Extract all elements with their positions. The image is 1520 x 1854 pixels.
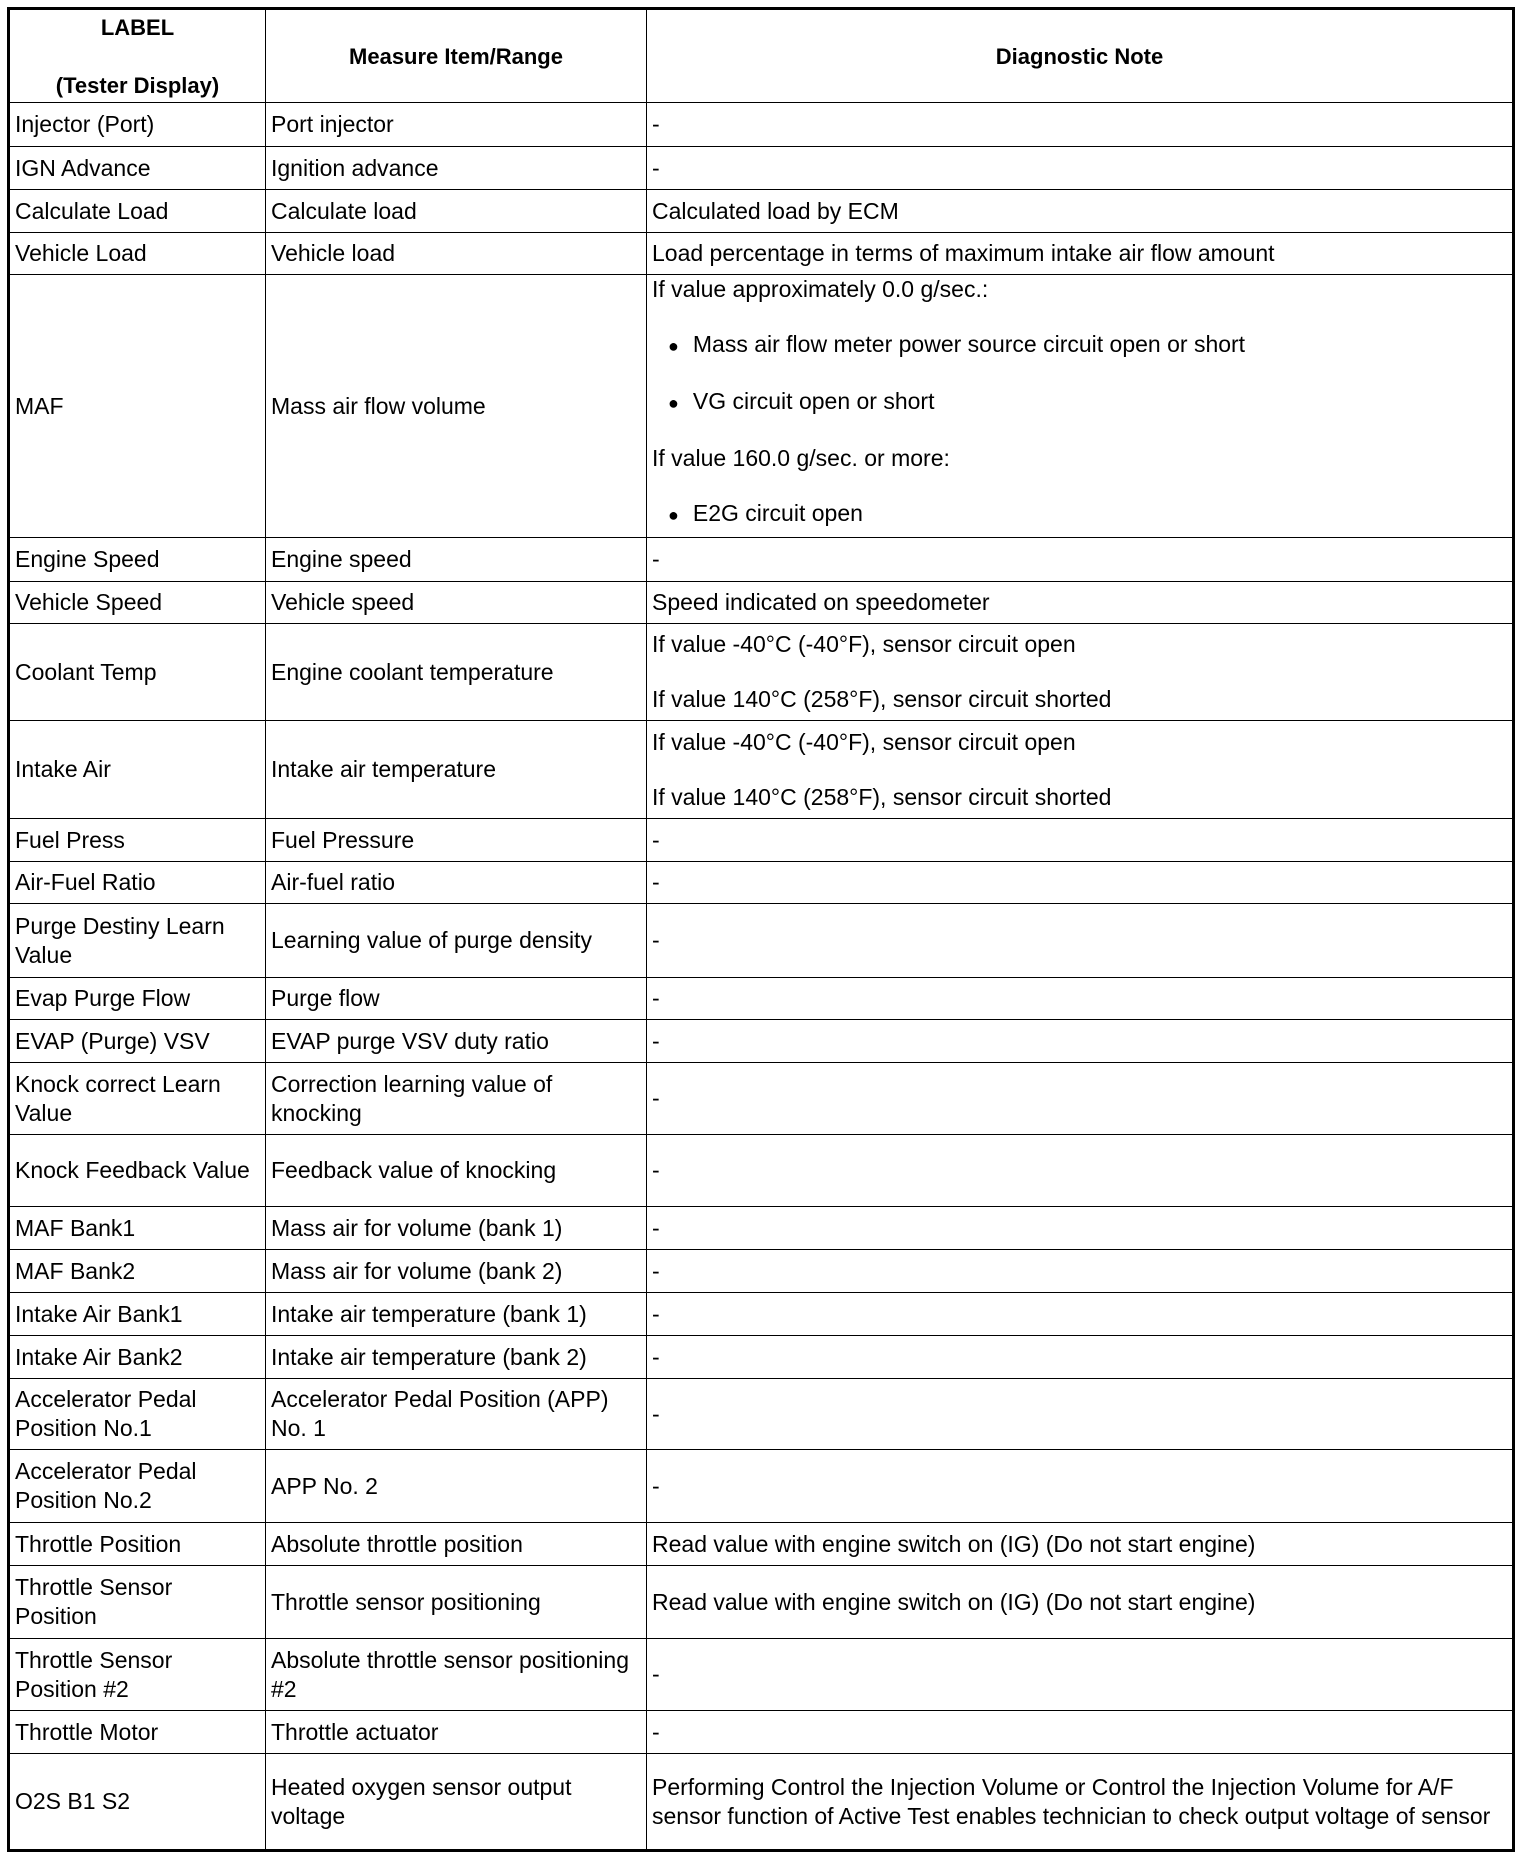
note-line: -: [652, 826, 660, 853]
row-note: [647, 1379, 1514, 1450]
row-label: Throttle Motor: [9, 1711, 266, 1754]
row-measure: APP No. 2: [266, 1450, 647, 1523]
row-label: Knock Feedback Value: [9, 1135, 266, 1207]
row-label: Fuel Press: [9, 819, 266, 862]
row-measure: Accelerator Pedal Position (APP) No. 1: [266, 1379, 647, 1450]
row-measure: Feedback value of knocking: [266, 1135, 647, 1207]
note-line: -: [652, 1027, 660, 1054]
row-measure: Purge flow: [266, 978, 647, 1020]
row-measure: Throttle sensor positioning: [266, 1566, 647, 1639]
table-row: [9, 721, 1514, 819]
row-measure: Intake air temperature: [266, 721, 647, 819]
note-line: -: [652, 154, 660, 181]
table-row: [9, 1135, 1514, 1207]
row-label: MAF: [9, 275, 266, 538]
note-line: If value -40°C (-40°F), sensor circuit open: [652, 631, 1076, 657]
row-label: Accelerator Pedal Position No.2: [9, 1450, 266, 1523]
row-note: [647, 904, 1514, 978]
note-line: Read value with engine switch on (IG) (Do not start engine): [652, 1588, 1256, 1615]
row-label: Calculate Load: [9, 190, 266, 233]
table-row: [9, 190, 1514, 233]
table-row: [9, 233, 1514, 275]
row-note: [647, 624, 1514, 721]
row-note: [647, 1293, 1514, 1336]
row-label: MAF Bank1: [9, 1207, 266, 1250]
note-line: -: [652, 1257, 660, 1284]
note-line: -: [652, 1300, 660, 1327]
row-measure: EVAP purge VSV duty ratio: [266, 1020, 647, 1063]
table-row: [9, 624, 1514, 721]
data-list-table: [7, 7, 1515, 1852]
note-line: Speed indicated on speedometer: [652, 589, 990, 615]
table-row: [9, 103, 1514, 147]
row-measure: Vehicle load: [266, 233, 647, 275]
table-row: [9, 978, 1514, 1020]
note-line: -: [652, 869, 660, 895]
row-measure: Intake air temperature (bank 1): [266, 1293, 647, 1336]
note-line: -: [652, 1343, 660, 1370]
row-measure: Learning value of purge density: [266, 904, 647, 978]
note-line: If value 140°C (258°F), sensor circuit shorted: [652, 783, 1112, 810]
row-label: Injector (Port): [9, 103, 266, 147]
row-note: [647, 147, 1514, 190]
row-label: Intake Air: [9, 721, 266, 819]
row-label: Knock correct Learn Value: [9, 1063, 266, 1135]
row-measure: Mass air for volume (bank 2): [266, 1250, 647, 1293]
row-measure: Engine coolant temperature: [266, 624, 647, 721]
row-note: [647, 819, 1514, 862]
row-note: [647, 1566, 1514, 1639]
note-line: If value -40°C (-40°F), sensor circuit open: [652, 728, 1076, 755]
table-row: [9, 1293, 1514, 1336]
row-label: Throttle Position: [9, 1523, 266, 1566]
table-row: [9, 1711, 1514, 1754]
row-measure: Fuel Pressure: [266, 819, 647, 862]
note-line: ● E2G circuit open: [652, 499, 1507, 530]
table-row: [9, 582, 1514, 624]
note-line: ● VG circuit open or short: [652, 387, 1507, 418]
row-measure: Mass air flow volume: [266, 275, 647, 538]
note-line: -: [652, 1157, 660, 1183]
table-row: [9, 1566, 1514, 1639]
header-note: Diagnostic Note: [647, 9, 1514, 103]
row-measure: Absolute throttle position: [266, 1523, 647, 1566]
row-note: [647, 103, 1514, 147]
row-measure: Vehicle speed: [266, 582, 647, 624]
row-measure: Correction learning value of knocking: [266, 1063, 647, 1135]
note-line: -: [652, 546, 660, 572]
row-measure: Intake air temperature (bank 2): [266, 1336, 647, 1379]
note-line: If value 140°C (258°F), sensor circuit shorted: [652, 686, 1112, 712]
row-note: [647, 1020, 1514, 1063]
row-label: Accelerator Pedal Position No.1: [9, 1379, 266, 1450]
table-row: [9, 275, 1514, 538]
table-row: [9, 1063, 1514, 1135]
note-line: -: [652, 111, 660, 137]
row-label: Intake Air Bank1: [9, 1293, 266, 1336]
header-label-line2: (Tester Display): [55, 72, 220, 98]
note-line: -: [652, 927, 660, 953]
row-measure: Port injector: [266, 103, 647, 147]
row-note: [647, 1063, 1514, 1135]
note-line: -: [652, 1400, 660, 1427]
row-note: [647, 978, 1514, 1020]
note-line: -: [652, 1472, 660, 1499]
row-note: [647, 1135, 1514, 1207]
table-row: [9, 862, 1514, 904]
row-measure: Ignition advance: [266, 147, 647, 190]
row-note: [647, 1754, 1514, 1851]
table-row: [9, 147, 1514, 190]
note-line: -: [652, 985, 660, 1011]
table-row: [9, 904, 1514, 978]
row-measure: Throttle actuator: [266, 1711, 647, 1754]
table-row: [9, 819, 1514, 862]
row-label: MAF Bank2: [9, 1250, 266, 1293]
row-label: Purge Destiny Learn Value: [9, 904, 266, 978]
row-label: EVAP (Purge) VSV: [9, 1020, 266, 1063]
row-label: IGN Advance: [9, 147, 266, 190]
header-label-line1: LABEL: [100, 14, 175, 40]
note-line: Read value with engine switch on (IG) (Do not start engine): [652, 1530, 1256, 1557]
row-note: [647, 862, 1514, 904]
table-row: [9, 1639, 1514, 1711]
header-measure: Measure Item/Range: [266, 9, 647, 103]
row-label: Coolant Temp: [9, 624, 266, 721]
table-row: [9, 1336, 1514, 1379]
row-note: [647, 1450, 1514, 1523]
row-measure: Mass air for volume (bank 1): [266, 1207, 647, 1250]
note-line: If value 160.0 g/sec. or more:: [652, 445, 950, 471]
row-note: [647, 538, 1514, 582]
row-note: [647, 233, 1514, 275]
table-row: [9, 538, 1514, 582]
row-note: [647, 1523, 1514, 1566]
row-label: Vehicle Speed: [9, 582, 266, 624]
note-line: -: [652, 1085, 660, 1111]
row-label: Air-Fuel Ratio: [9, 862, 266, 904]
row-measure: Heated oxygen sensor output voltage: [266, 1754, 647, 1851]
table-row: [9, 1523, 1514, 1566]
row-measure: Air-fuel ratio: [266, 862, 647, 904]
row-measure: Engine speed: [266, 538, 647, 582]
note-line: -: [652, 1661, 660, 1687]
table-row: [9, 1754, 1514, 1851]
row-label: Throttle Sensor Position #2: [9, 1639, 266, 1711]
header-row: [9, 9, 1514, 103]
row-note: [647, 1250, 1514, 1293]
row-note: [647, 1711, 1514, 1754]
row-measure: Absolute throttle sensor positioning #2: [266, 1639, 647, 1711]
header-label: [9, 9, 266, 103]
row-note: [647, 721, 1514, 819]
row-note: [647, 190, 1514, 233]
row-note: [647, 1207, 1514, 1250]
row-note: [647, 1336, 1514, 1379]
row-label: Vehicle Load: [9, 233, 266, 275]
row-note: [647, 1639, 1514, 1711]
table-row: [9, 1020, 1514, 1063]
row-note: [647, 582, 1514, 624]
note-line: -: [652, 1718, 660, 1745]
note-line: If value approximately 0.0 g/sec.:: [652, 276, 989, 302]
note-line: Performing Control the Injection Volume or Control the Injection Volume for A/F sensor function of Active Test enables technician to check output voltage of sensor: [652, 1773, 1491, 1829]
row-label: Evap Purge Flow: [9, 978, 266, 1020]
row-label: O2S B1 S2: [9, 1754, 266, 1851]
table-row: [9, 1250, 1514, 1293]
table-row: [9, 1450, 1514, 1523]
row-label: Intake Air Bank2: [9, 1336, 266, 1379]
row-label: Engine Speed: [9, 538, 266, 582]
note-line: ● Mass air flow meter power source circuit open or short: [652, 330, 1507, 361]
row-label: Throttle Sensor Position: [9, 1566, 266, 1639]
note-line: Calculated load by ECM: [652, 197, 899, 224]
note-line: -: [652, 1214, 660, 1241]
table-row: [9, 1379, 1514, 1450]
table-row: [9, 1207, 1514, 1250]
row-measure: Calculate load: [266, 190, 647, 233]
row-note: [647, 275, 1514, 538]
note-line: Load percentage in terms of maximum intake air flow amount: [652, 240, 1275, 266]
